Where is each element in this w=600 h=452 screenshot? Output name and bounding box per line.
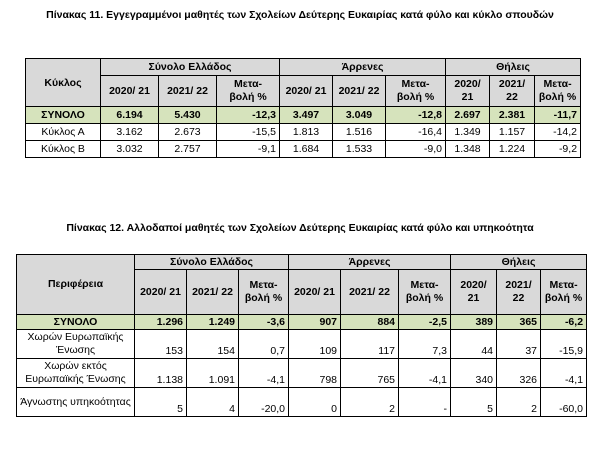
col-header: 2021/ 22 [341,270,399,315]
cell: 0,7 [239,330,289,359]
cell: 2.673 [159,124,217,141]
col-header: Μετα- βολή % [541,270,587,315]
cell: 5 [451,388,497,417]
cell: 1.224 [490,141,535,158]
cell: -9,2 [535,141,581,158]
group-header-total: Σύνολο Ελλάδος [101,59,280,76]
cell: 2.697 [446,107,490,124]
cell: 3.497 [280,107,333,124]
cell: 109 [289,330,341,359]
cell: 154 [187,330,239,359]
cell: -9,0 [386,141,446,158]
group-header-total: Σύνολο Ελλάδος [135,255,289,270]
col-header: 2020/ 21 [101,76,159,107]
cell: 1.138 [135,359,187,388]
cell: -12,8 [386,107,446,124]
group-header-female: Θήλεις [451,255,587,270]
col-header: Μετα- βολή % [239,270,289,315]
row-label: ΣΥΝΟΛΟ [17,315,135,330]
group-header-female: Θήλεις [446,59,581,76]
row-header-region: Περιφέρεια [17,255,135,315]
col-header: 2021/ 22 [497,270,541,315]
cell: 2 [341,388,399,417]
cell: - [399,388,451,417]
cell: 44 [451,330,497,359]
cell: 7,3 [399,330,451,359]
table-row [17,330,587,359]
cell: 5.430 [159,107,217,124]
cell: 1.684 [280,141,333,158]
cell: 2.381 [490,107,535,124]
cell: 365 [497,315,541,330]
cell: 1.296 [135,315,187,330]
cell: 6.194 [101,107,159,124]
cell: 907 [289,315,341,330]
row-header-cycle: Κύκλος [26,59,101,107]
cell: -15,9 [541,330,587,359]
col-header: Μετα- βολή % [217,76,280,107]
row-label: ΣΥΝΟΛΟ [26,107,101,124]
cell: 1.348 [446,141,490,158]
col-header: Μετα- βολή % [535,76,581,107]
cell: -60,0 [541,388,587,417]
cell: 326 [497,359,541,388]
table-11 [25,58,581,158]
cell: 5 [135,388,187,417]
cell: -9,1 [217,141,280,158]
cell: -6,2 [541,315,587,330]
cell: 37 [497,330,541,359]
row-label: Άγνωστης υπηκοότητας [17,388,135,417]
cell: 798 [289,359,341,388]
col-header: 2020/ 21 [446,76,490,107]
cell: -4,1 [541,359,587,388]
cell: 340 [451,359,497,388]
table-11-caption: Πίνακας 11. Εγγεγραμμένοι μαθητές των Σχολείων Δεύτερης Ευκαιρίας κατά φύλο και κύκλο σπουδών [46,9,554,21]
cell: 3.032 [101,141,159,158]
col-header: 2021/ 22 [333,76,386,107]
col-header: 2020/ 21 [135,270,187,315]
cell: -11,7 [535,107,581,124]
table-row [26,107,581,124]
cell: 884 [341,315,399,330]
cell: -16,4 [386,124,446,141]
cell: 4 [187,388,239,417]
col-header: 2021/ 22 [159,76,217,107]
cell: 2 [497,388,541,417]
cell: -3,6 [239,315,289,330]
col-header: Μετα- βολή % [399,270,451,315]
cell: 3.049 [333,107,386,124]
cell: 153 [135,330,187,359]
cell: 1.533 [333,141,386,158]
cell: 0 [289,388,341,417]
col-header: 2021/ 22 [490,76,535,107]
table-row [17,315,587,330]
cell: -20,0 [239,388,289,417]
row-label: Χωρών εκτός Ευρωπαϊκής Ένωσης [17,359,135,388]
cell: 1.157 [490,124,535,141]
table-12-caption: Πίνακας 12. Αλλοδαποί μαθητές των Σχολείων Δεύτερης Ευκαιρίας κατά φύλο και υπηκοότητα [66,222,534,234]
cell: 1.091 [187,359,239,388]
cell: 1.516 [333,124,386,141]
cell: 389 [451,315,497,330]
cell: 1.249 [187,315,239,330]
cell: 3.162 [101,124,159,141]
group-header-male: Άρρενες [289,255,451,270]
group-header-male: Άρρενες [280,59,446,76]
cell: -4,1 [239,359,289,388]
cell: -4,1 [399,359,451,388]
cell: -14,2 [535,124,581,141]
table-12 [16,254,587,417]
cell: -12,3 [217,107,280,124]
col-header: 2020/ 21 [451,270,497,315]
cell: 117 [341,330,399,359]
col-header: Μετα- βολή % [386,76,446,107]
table-row [17,359,587,388]
col-header: 2021/ 22 [187,270,239,315]
cell: -2,5 [399,315,451,330]
row-label: Χωρών Ευρωπαϊκής Ένωσης [17,330,135,359]
cell: 1.813 [280,124,333,141]
cell: 2.757 [159,141,217,158]
cell: 1.349 [446,124,490,141]
row-label: Κύκλος Β [26,141,101,158]
col-header: 2020/ 21 [280,76,333,107]
row-label: Κύκλος Α [26,124,101,141]
table-row [17,388,587,417]
cell: -15,5 [217,124,280,141]
table-row [26,124,581,141]
table-row [26,141,581,158]
cell: 765 [341,359,399,388]
col-header: 2020/ 21 [289,270,341,315]
